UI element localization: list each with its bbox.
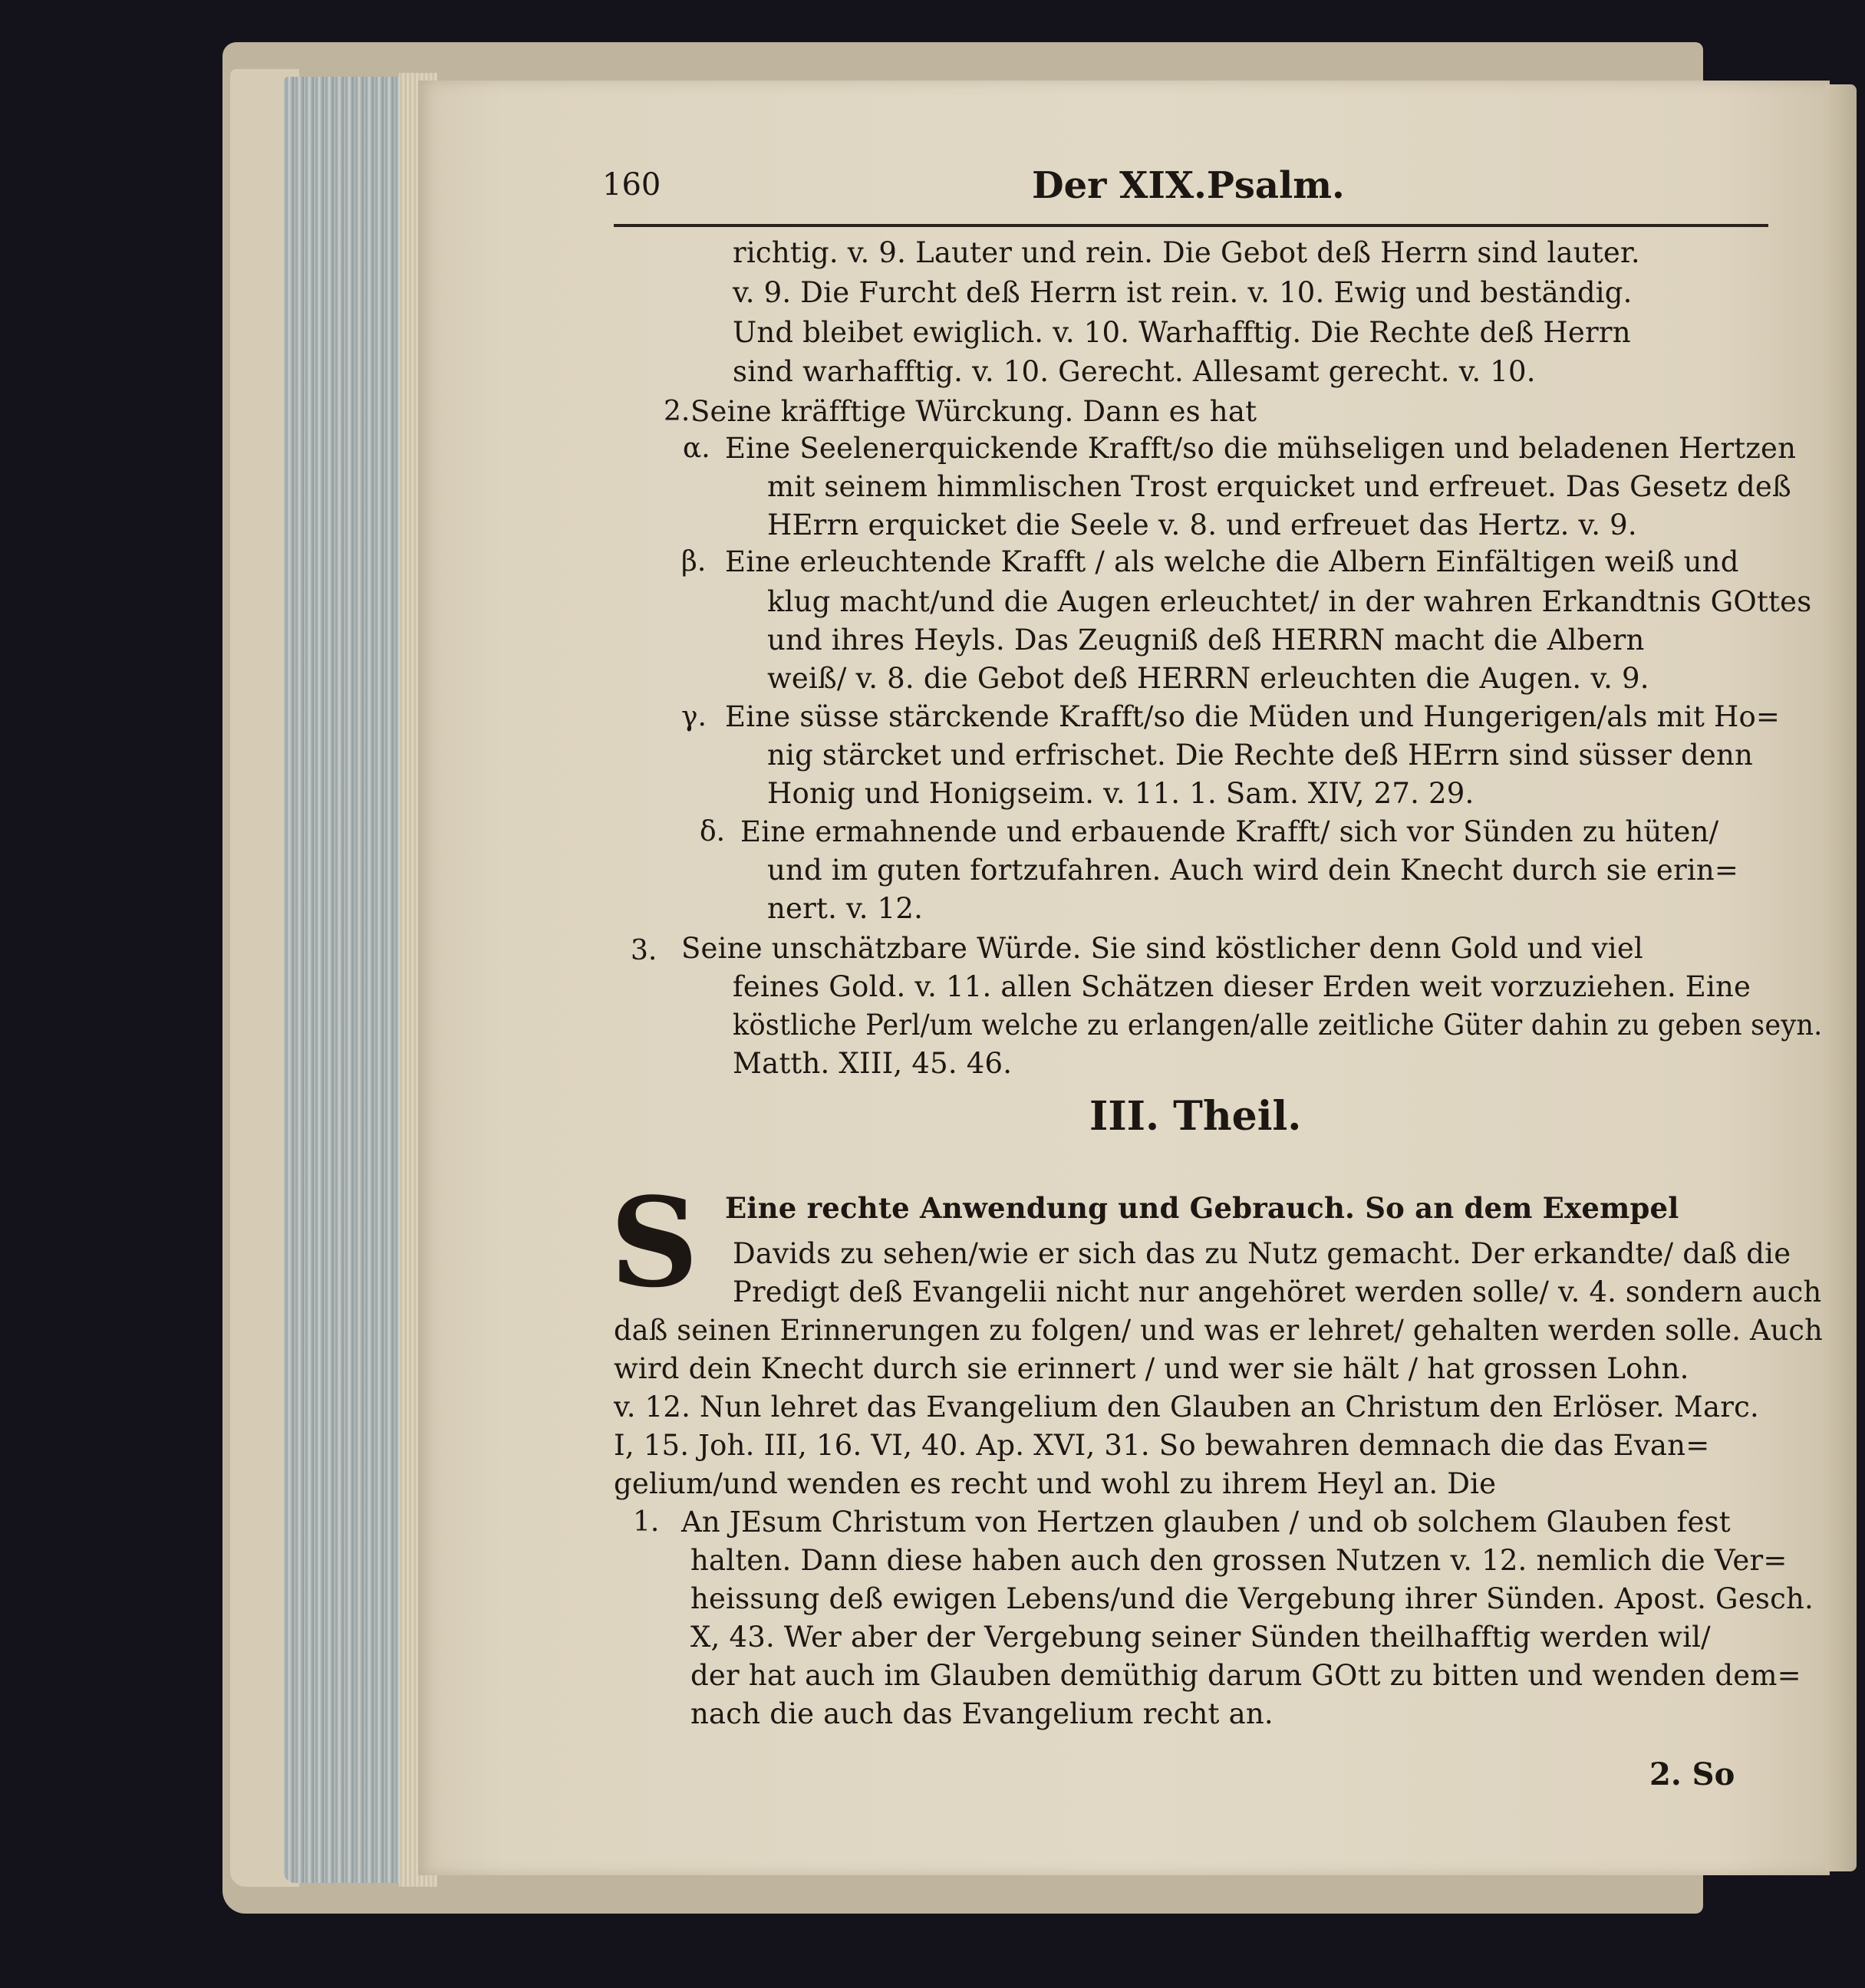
- text-line: Seine kräfftige Würckung. Dann es hat: [690, 395, 1257, 428]
- catchword: 2. So: [1649, 1756, 1735, 1792]
- page-number: 160: [602, 167, 661, 202]
- text-line: heissung deß ewigen Lebens/und die Vergebung ihrer Sünden. Apost. Gesch.: [690, 1582, 1814, 1615]
- text-line: nach die auch das Evangelium recht an.: [690, 1697, 1274, 1730]
- text-line: Eine erleuchtende Krafft / als welche die Albern Einfältigen weiß und: [725, 545, 1739, 578]
- text-line: Seine unschätzbare Würde. Sie sind köstlicher denn Gold und viel: [681, 932, 1643, 965]
- list-letter: β.: [681, 546, 707, 578]
- list-number: 3.: [631, 935, 657, 966]
- section-heading: III. Theil.: [1089, 1093, 1302, 1140]
- text-line: Eine rechte Anwendung und Gebrauch. So an dem Exempel: [725, 1191, 1679, 1225]
- text-line: Matth. XIII, 45. 46.: [733, 1047, 1013, 1080]
- list-letter: γ.: [681, 701, 707, 732]
- list-number: 2.: [664, 396, 690, 427]
- text-line: Eine Seelenerquickende Krafft/so die mühseligen und beladenen Hertzen: [725, 432, 1797, 465]
- text-line: HErrn erquicket die Seele v. 8. und erfreuet das Hertz. v. 9.: [767, 509, 1637, 541]
- text-line: sind warhafftig. v. 10. Gerecht. Allesamt gerecht. v. 10.: [733, 355, 1536, 388]
- text-line: daß seinen Erinnerungen zu folgen/ und was er lehret/ gehalten werden solle. Auch: [614, 1314, 1823, 1347]
- decorated-initial: S: [610, 1170, 699, 1315]
- running-head: [602, 164, 1761, 213]
- text-line: der hat auch im Glauben demüthig darum GOtt zu bitten und wenden dem=: [690, 1659, 1801, 1692]
- text-line: klug macht/und die Augen erleuchtet/ in der wahren Erkandtnis GOttes: [767, 585, 1812, 618]
- text-line: und im guten fortzufahren. Auch wird dein Knecht durch sie erin=: [767, 854, 1739, 887]
- facing-page-edge: [1826, 84, 1857, 1871]
- page-title: Der XIX.Psalm.: [1032, 164, 1345, 207]
- text-line: Predigt deß Evangelii nicht nur angehöret werden solle/ v. 4. sondern auch: [733, 1275, 1822, 1308]
- text-line: feines Gold. v. 11. allen Schätzen dieser Erden weit vorzuziehen. Eine: [733, 970, 1751, 1003]
- text-line: v. 12. Nun lehret das Evangelium den Glauben an Christum den Erlöser. Marc.: [614, 1391, 1760, 1424]
- text-line: weiß/ v. 8. die Gebot deß HERRN erleuchten die Augen. v. 9.: [767, 662, 1649, 695]
- text-line: X, 43. Wer aber der Vergebung seiner Sünden theilhafftig werden wil/: [690, 1621, 1711, 1654]
- list-number: 1.: [633, 1506, 660, 1538]
- text-line: nig stärcket und erfrischet. Die Rechte deß HErrn sind süsser denn: [767, 739, 1754, 772]
- text-line: mit seinem himmlischen Trost erquicket und erfreuet. Das Gesetz deß: [767, 470, 1791, 503]
- text-line: gelium/und wenden es recht und wohl zu ihrem Heyl an. Die: [614, 1467, 1497, 1500]
- text-line: köstliche Perl/um welche zu erlangen/alle zeitliche Güter dahin zu geben seyn.: [733, 1009, 1823, 1042]
- text-line: Honig und Honigseim. v. 11. 1. Sam. XIV, 27. 29.: [767, 777, 1475, 810]
- text-line: Davids zu sehen/wie er sich das zu Nutz gemacht. Der erkandte/ daß die: [733, 1237, 1791, 1270]
- text-line: wird dein Knecht durch sie erinnert / und wer sie hält / hat grossen Lohn.: [614, 1352, 1689, 1385]
- text-line: Eine süsse stärckende Krafft/so die Müden und Hungerigen/als mit Ho=: [725, 700, 1781, 733]
- text-line: An JEsum Christum von Hertzen glauben / und ob solchem Glauben fest: [681, 1506, 1731, 1539]
- text-line: I, 15. Joh. III, 16. VI, 40. Ap. XVI, 31. So bewahren demnach die das Evan=: [614, 1429, 1710, 1462]
- text-line: Und bleibet ewiglich. v. 10. Warhafftig. Die Rechte deß Herrn: [733, 316, 1631, 349]
- text-line: nert. v. 12.: [767, 892, 924, 925]
- text-line: halten. Dann diese haben auch den grossen Nutzen v. 12. nemlich die Ver=: [690, 1544, 1788, 1577]
- text-line: Eine ermahnende und erbauende Krafft/ sich vor Sünden zu hüten/: [740, 815, 1719, 848]
- list-letter: α.: [683, 433, 710, 464]
- list-letter: δ.: [700, 816, 726, 848]
- text-line: v. 9. Die Furcht deß Herrn ist rein. v. 10. Ewig und beständig.: [733, 276, 1633, 309]
- text-line: richtig. v. 9. Lauter und rein. Die Gebot deß Herrn sind lauter.: [733, 236, 1640, 269]
- header-rule: [614, 224, 1768, 227]
- text-line: und ihres Heyls. Das Zeugniß deß HERRN macht die Albern: [767, 624, 1645, 657]
